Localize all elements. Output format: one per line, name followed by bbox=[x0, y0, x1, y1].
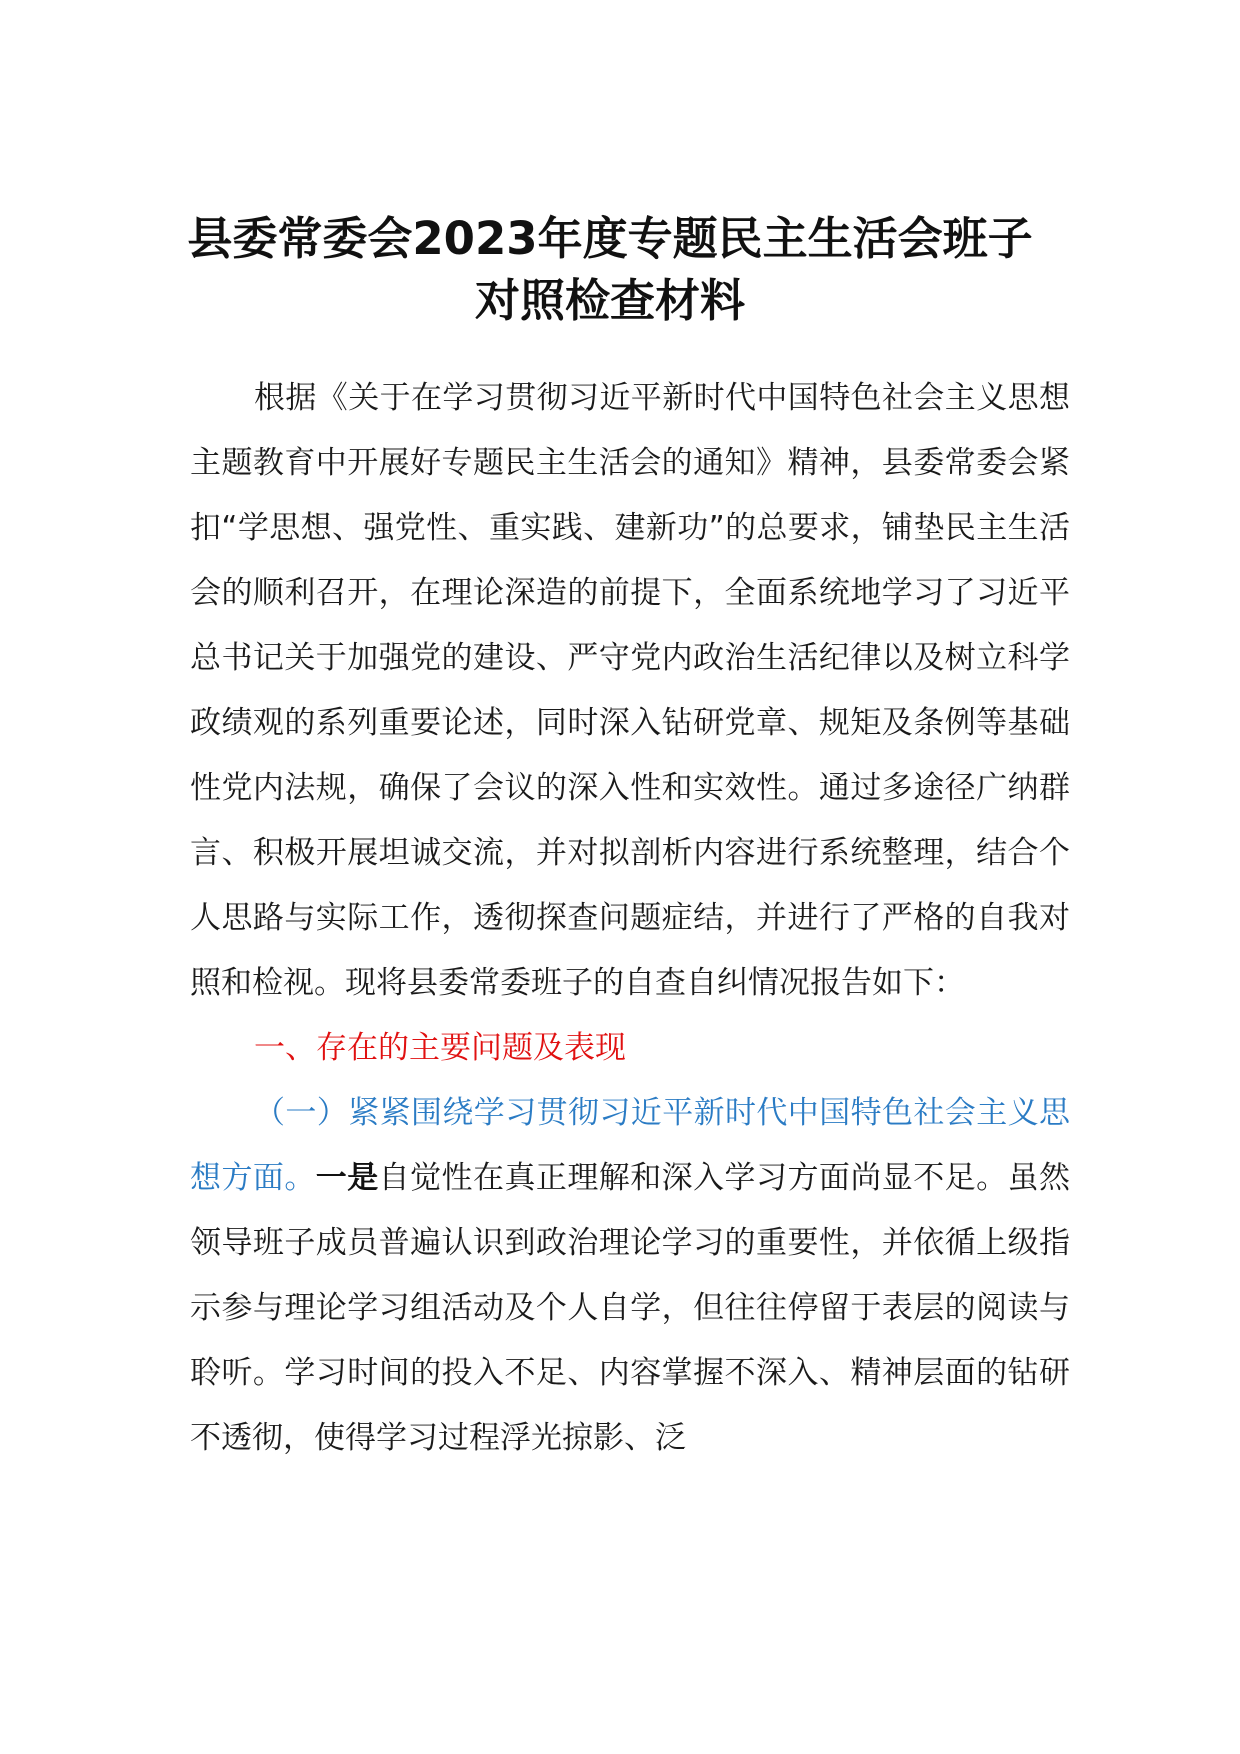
point-1-label: 一是 bbox=[315, 1160, 379, 1196]
document-title bbox=[150, 208, 1070, 332]
section-heading-1: 一、存在的主要问题及表现 bbox=[254, 1030, 626, 1066]
intro-paragraph: 根据《关于在学习贯彻习近平新时代中国特色社会主义思想主题教育中开展好专题民主生活会的通知》精神，县委常委会紧扣“学思想、强党性、重实践、建新功”的总要求，铺垫民主生活会的顺利召开，在理论深造的前提下，全面系统地学习了习近平总书记关于加强党的建设、严守党内政治生活纪律以及树立科学政绩观的系列重要论述，同时深入钻研党章、规矩及条例等基础性党内法规，确保了会议的深入性和实效性。通过多途径广纳群言、积极开展坦诚交流，并对拟剖析内容进行系统整理，结合个人思路与实际工作，透彻探查问题症结，并进行了严格的自我对照和检视。现将县委常委班子的自查自纠情况报告如下： bbox=[190, 380, 1070, 1001]
point-1-text: 自觉性在真正理解和深入学习方面尚显不足。虽然领导班子成员普遍认识到政治理论学习的重要性，并依循上级指示参与理论学习组活动及个人自学，但往往停留于表层的阅读与聆听。学习时间的投入不足、内容掌握不深入、精神层面的钻研不透彻，使得学习过程浮光掠影、泛 bbox=[190, 1160, 1071, 1456]
title-line-1: 县委常委会2023年度专题民主生活会班子 bbox=[187, 212, 1033, 265]
subsection-heading-1: （一）紧紧围绕学习贯彻习近平新时代中国特色社会主义思想方面。 bbox=[190, 1095, 1070, 1196]
document-body bbox=[190, 366, 1070, 1471]
title-line-2: 对照检查材料 bbox=[474, 274, 745, 327]
subsection-paragraph-1 bbox=[190, 1081, 1070, 1471]
